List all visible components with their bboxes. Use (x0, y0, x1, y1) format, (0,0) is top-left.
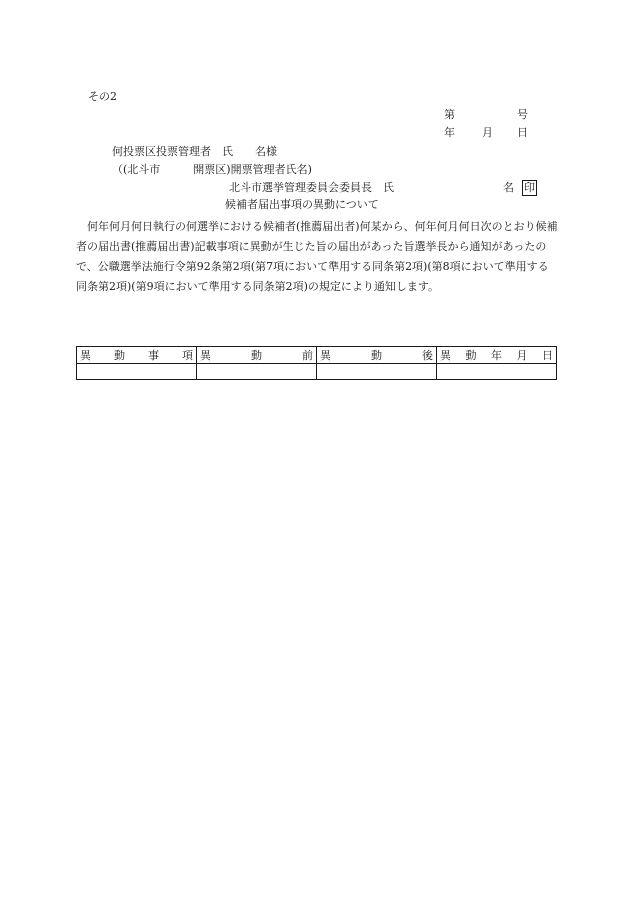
header-change-date: 異 動 年 月 日 (437, 347, 557, 364)
sender-title: 北斗市選挙管理委員会委員長 氏 (229, 181, 394, 194)
cell-change-date (437, 364, 557, 380)
doc-number-suffix: 号 (517, 108, 528, 121)
changes-table (76, 346, 557, 380)
seal-mark: 印 (524, 181, 535, 194)
subject-line: 候補者届出事項の異動について (225, 198, 379, 211)
header-before-change: 異 動 前 (197, 347, 317, 364)
sender-name-seal (503, 180, 537, 196)
notice-body: 何年何月何日執行の何選挙における候補者(推薦届出者)何某から、何年何月何日次のとおり候補者の届出書(推薦届出書)記載事項に異動が生じた旨の届出があった旨選挙長から通知があったので、公職選挙法施行令第92条第2項(第7項において準用する同条第2項)(第8項において準用する同条第2項)(第9項において準用する同条第2項)の規定により通知します。 (76, 220, 558, 293)
cell-before-change (197, 364, 317, 380)
doc-date-year: 年 (444, 126, 455, 139)
sender-name-char: 名 (503, 181, 514, 194)
form-label: その2 (88, 90, 117, 103)
cell-after-change (317, 364, 437, 380)
doc-date-month: 月 (482, 126, 493, 139)
header-change-item: 異 動 事 項 (77, 347, 197, 364)
addressee-line1: 何投票区投票管理者 氏 名様 (112, 145, 277, 158)
table-row (77, 364, 557, 380)
doc-number-prefix: 第 (444, 108, 455, 121)
doc-date-day: 日 (517, 126, 528, 139)
addressee-line2: （(北斗市 開票区)開票管理者氏名) (112, 163, 312, 176)
table-header-row (77, 347, 557, 364)
cell-change-item (77, 364, 197, 380)
header-after-change: 異 動 後 (317, 347, 437, 364)
